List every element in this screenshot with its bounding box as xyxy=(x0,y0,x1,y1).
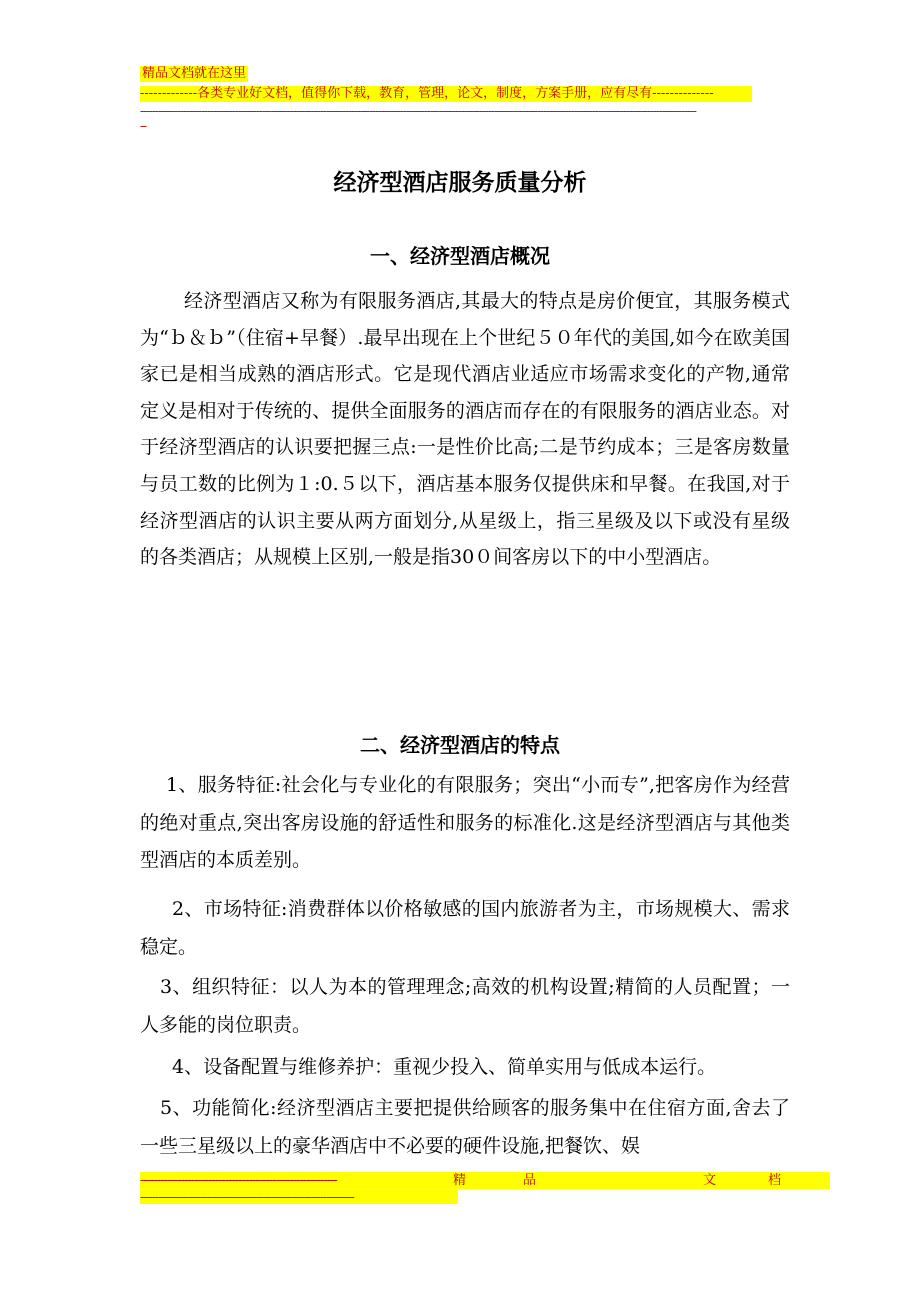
header-tag: 精品文档就在这里 xyxy=(142,66,247,81)
footer-dash-line: ---------------------------------------------------------- xyxy=(140,1173,337,1188)
feature-item-5: 5、功能简化:经济型酒店主要把提供给顾客的服务集中在住宿方面,舍去了一些三星级以上的豪华酒店中不必要的硬件设施,把餐饮、娱 xyxy=(140,1097,790,1157)
document-title: 经济型酒店服务质量分析 xyxy=(333,170,587,196)
feature-item-3: 3、组织特征：以人为本的管理理念;高效的机构设置;精简的人员配置；一人多能的岗位职责。 xyxy=(140,976,790,1036)
footer-banner xyxy=(140,1172,830,1189)
footer-word-4: 档 xyxy=(768,1173,782,1188)
footer-word-1: 精 xyxy=(453,1173,467,1188)
footer-word-3: 文 xyxy=(703,1173,717,1188)
header-banner: -------------各类专业好文档，值得你下载，教育，管理，论文，制度，方案手册，应有尽有-------------- xyxy=(140,86,752,102)
header-dash-line: -------------------------------------------------------------------------------------------------------------------------------------------------------------------------------------- xyxy=(140,105,696,118)
feature-item-4: 4、设备配置与维修养护：重视少投入、简单实用与低成本运行。 xyxy=(172,1056,717,1078)
section-1-heading: 一、经济型酒店概况 xyxy=(370,244,550,268)
footer-word-2: 品 xyxy=(523,1173,537,1188)
section-1-paragraph: 经济型酒店又称为有限服务酒店,其最大的特点是房价便宜，其服务模式为“ｂ＆ｂ”（住宿+早餐）.最早出现在上个世纪５０年代的美国,如今在欧美国家已是相当成熟的酒店形式。它是现代酒店业适应市场需求变化的产物,通常定义是相对于传统的、提供全面服务的酒店而存在的有限服务的酒店业态。对于经济型酒店的认识要把握三点:一是性价比高;二是节约成本；三是客房数量与员工数的比例为１:0.５以下，酒店基本服务仅提供床和早餐。在我国,对于经济型酒店的认识主要从两方面划分,从星级上，指三星级及以下或没有星级的各类酒店；从规模上区别,一般是指30０间客房以下的中小型酒店。 xyxy=(140,290,790,569)
feature-item-2: 2、市场特征:消费群体以价格敏感的国内旅游者为主，市场规模大、需求稳定。 xyxy=(140,898,790,958)
footer-dash-line-2: ---------------------------------------------------------------------- xyxy=(140,1190,458,1204)
section-2-heading: 二、经济型酒店的特点 xyxy=(360,733,560,757)
header-dash-tail: -- xyxy=(140,119,147,133)
feature-item-1: 1、服务特征:社会化与专业化的有限服务；突出“小而专”,把客房作为经营的绝对重点,突出客房设施的舒适性和服务的标准化.这是经济型酒店与其他类型酒店的本质差别。 xyxy=(140,774,790,871)
